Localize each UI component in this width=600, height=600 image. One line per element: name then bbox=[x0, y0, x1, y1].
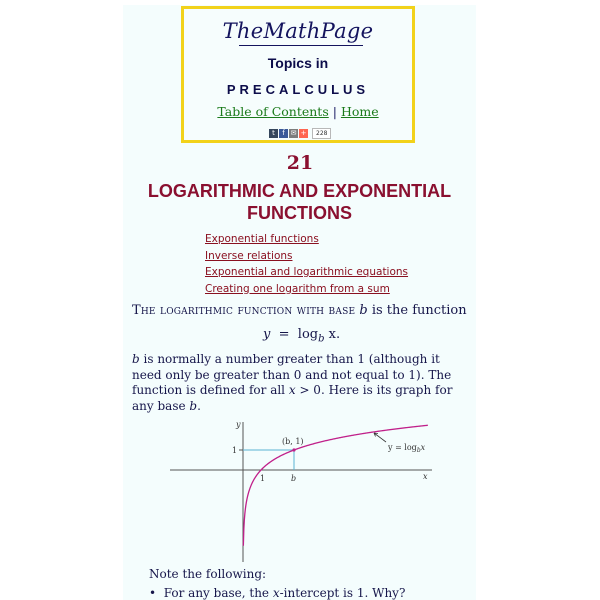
toc-link[interactable]: Inverse relations bbox=[205, 249, 293, 262]
intro-smallcaps: The logarithmic function with base bbox=[132, 303, 356, 318]
toc-link[interactable]: Exponential functions bbox=[205, 233, 319, 245]
log-formula bbox=[263, 327, 340, 345]
home-link[interactable]: Home bbox=[340, 104, 379, 119]
share-count: 228 bbox=[312, 128, 331, 139]
para-end: . bbox=[197, 398, 201, 413]
curve-label-leader bbox=[374, 433, 386, 442]
bullet-text-post: -intercept is 1. Why? bbox=[279, 586, 406, 600]
title-underline bbox=[239, 45, 363, 46]
email-icon[interactable]: ✉ bbox=[290, 128, 297, 137]
para-text-1: is normally a number greater than 1 (although it need only be greater than 0 and not equal to 1). The function is defined for all bbox=[132, 352, 452, 398]
log-graph bbox=[160, 412, 440, 564]
curve-label-sub: b bbox=[416, 447, 421, 454]
facebook-icon[interactable]: f bbox=[279, 129, 288, 138]
x-tick-label-b: b bbox=[291, 474, 297, 483]
page-title-line2: FUNCTIONS bbox=[247, 203, 352, 223]
site-header bbox=[181, 6, 415, 143]
bullet-item bbox=[149, 586, 405, 600]
curve-label bbox=[387, 443, 426, 454]
subject-label: PRECALCULUS bbox=[226, 82, 370, 97]
nav-separator: | bbox=[332, 104, 337, 119]
point-b-1 bbox=[292, 448, 295, 451]
x-tick-label-1: 1 bbox=[260, 474, 266, 483]
share-bar bbox=[269, 128, 331, 138]
formula-equals: = bbox=[278, 327, 290, 342]
para-b: b bbox=[132, 352, 140, 366]
curve-label-post: x bbox=[420, 443, 426, 452]
point-label: (b, 1) bbox=[282, 437, 304, 446]
bullet-marker: • bbox=[149, 586, 164, 600]
y-axis-label: y bbox=[236, 420, 241, 429]
chapter-number: 21 bbox=[286, 152, 314, 174]
intro-tail: is the function bbox=[371, 303, 467, 318]
para-text-2: > 0. Here is its graph for any base bbox=[132, 383, 453, 413]
y-tick-label: 1 bbox=[232, 446, 238, 455]
bullet-text-pre: For any base, the bbox=[163, 586, 273, 600]
para-b2: b bbox=[189, 398, 198, 413]
formula-lhs: y bbox=[263, 327, 271, 342]
toc-link[interactable]: Exponential and logarithmic equations bbox=[205, 266, 409, 278]
tumblr-icon[interactable]: t bbox=[269, 129, 278, 138]
topics-in-label: Topics in bbox=[267, 55, 329, 71]
formula-arg: x. bbox=[328, 327, 341, 342]
plus-share-icon[interactable]: + bbox=[300, 128, 307, 137]
formula-log: log bbox=[297, 327, 319, 342]
page-title bbox=[123, 180, 476, 224]
x-axis-label: x bbox=[423, 472, 428, 481]
bullet-x: x bbox=[272, 586, 280, 600]
table-of-contents-link[interactable]: Table of Contents bbox=[217, 104, 329, 119]
note-heading: Note the following: bbox=[149, 567, 267, 581]
formula-base: b bbox=[318, 333, 325, 345]
toc-link[interactable]: Creating one logarithm from a sum bbox=[205, 282, 390, 295]
intro-sentence bbox=[132, 303, 467, 318]
nav-links bbox=[184, 104, 412, 119]
curve-label-pre: y = log bbox=[388, 443, 417, 452]
topic-links bbox=[205, 231, 408, 297]
page-title-line1: LOGARITHMIC AND EXPONENTIAL bbox=[147, 181, 452, 201]
site-title[interactable]: TheMathPage bbox=[222, 19, 374, 43]
description-paragraph bbox=[132, 352, 462, 414]
para-x: x bbox=[288, 383, 296, 398]
intro-variable: b bbox=[359, 303, 368, 318]
